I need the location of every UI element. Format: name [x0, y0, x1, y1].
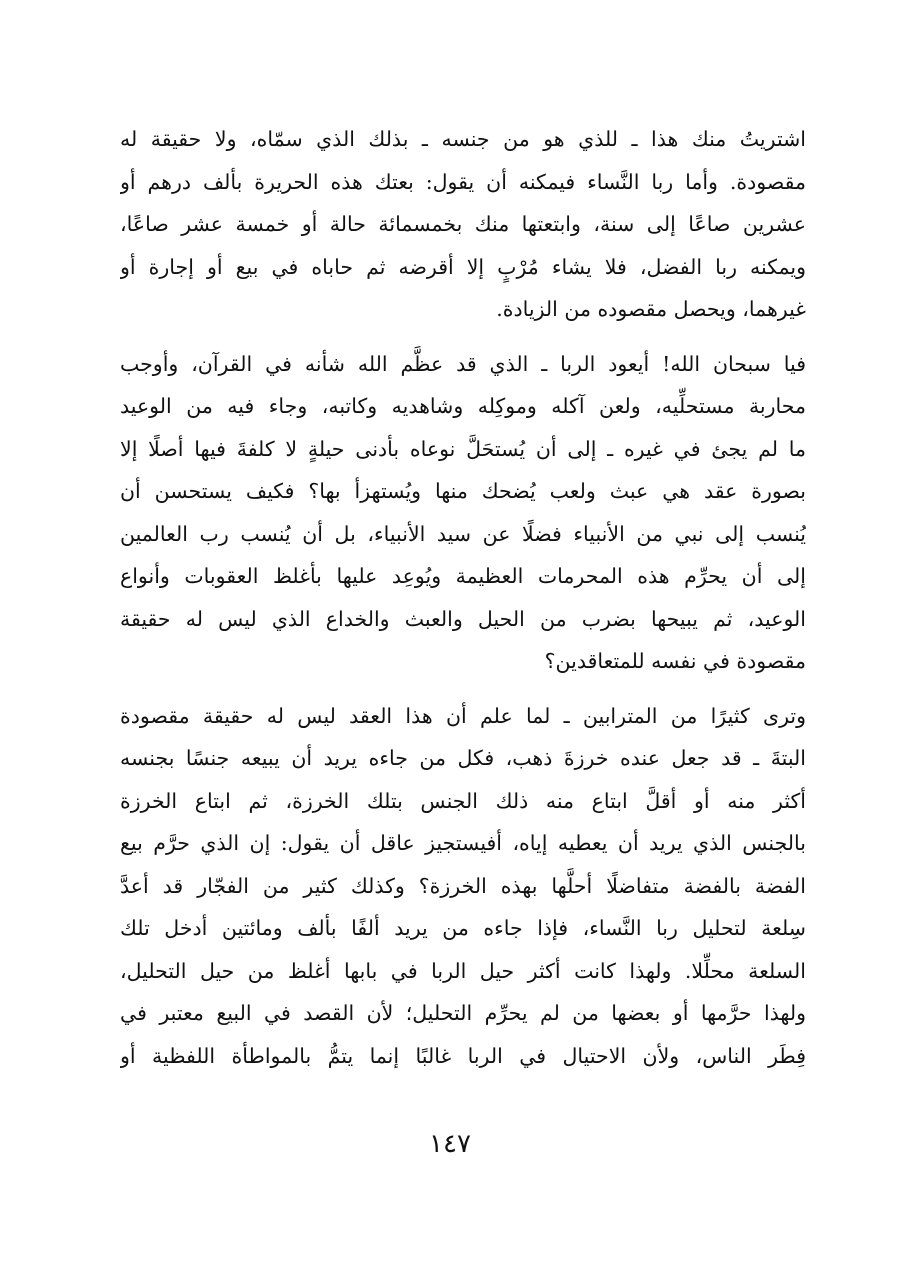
text-line: ما لم يجئ في غيره ـ إلى أن يُستحَلَّ نوعاه بأدنى حيلةٍ لا كلفةَ فيها أصلًا إلا [120, 436, 806, 461]
paragraph-1 [120, 118, 806, 331]
paragraph-3 [120, 695, 806, 1078]
text-line: بالجنس الذي يريد أن يعطيه إياه، أفيستجيز عاقل أن يقول: إن الذي حرَّم بيع [120, 831, 806, 855]
text-line: عشرين صاعًا إلى سنة، وابتعتها منك بخمسمائة حالة أو خمسة عشر صاعًا، [120, 212, 806, 236]
text-line: السلعة محلِّلا. ولهذا كانت أكثر حيل الربا في بابها أغلظ من حيل التحليل، [120, 958, 806, 983]
text-line: غيرهما، ويحصل مقصوده من الزيادة. [496, 297, 806, 321]
text-line: أكثر منه أو أقلَّ ابتاع منه ذلك الجنس بتلك الخرزة، ثم ابتاع الخرزة [120, 788, 806, 813]
text-line: مقصودة في نفسه للمتعاقدين؟ [544, 649, 806, 673]
text-line: الوعيد، ثم يبيحها بضرب من الحيل والعبث والخداع الذي ليس له حقيقة [120, 606, 806, 631]
text-line: البتةَ ـ قد جعل عنده خرزةَ ذهب، فكل من جاءه يريد أن يبيعه جنسًا بجنسه [120, 746, 806, 770]
text-line: ويمكنه ربا الفضل، فلا يشاء مُرْبٍ إلا أقرضه ثم حاباه في بيع أو إجارة أو [120, 254, 806, 279]
text-line: وترى كثيرًا من المترابين ـ لما علم أن هذا العقد ليس له حقيقة مقصودة [120, 703, 806, 728]
text-line: محاربة مستحلِّيه، ولعن آكله وموكِله وشاهديه وكاتبه، وجاء فيه من الوعيد [120, 394, 806, 418]
body-text [120, 118, 806, 1089]
text-line: إلى أن يحرِّم هذه المحرمات العظيمة ويُوعِد عليها بأغلظ العقوبات وأنواع [120, 564, 806, 588]
text-line: ولهذا حرَّمها أو بعضها من لم يحرِّم التحليل؛ لأن القصد في البيع معتبر في [120, 1001, 806, 1025]
text-line: اشتريتُ منك هذا ـ للذي هو من جنسه ـ بذلك الذي سمّاه، ولا حقيقة له [120, 127, 806, 151]
text-line: سِلعة لتحليل ربا النَّساء، فإذا جاءه من يريد ألفًا بألف ومائتين أدخل تلك [120, 916, 806, 940]
text-line: فيا سبحان الله! أيعود الربا ـ الذي قد عظَّم الله شأنه في القرآن، وأوجب [120, 351, 806, 376]
page-number: ١٤٧ [429, 1129, 471, 1159]
text-line: مقصودة. وأما ربا النَّساء فيمكنه أن يقول: بعتك هذه الحريرة بألف درهم أو [120, 169, 806, 194]
paragraph-2 [120, 343, 806, 683]
text-line: الفضة بالفضة متفاضلًا أحلَّها بهذه الخرزة؟ وكذلك كثير من الفجّار قد أعدَّ [120, 873, 806, 898]
text-line: بصورة عقد هي عبث ولعب يُضحك منها ويُستهزأ بها؟ فكيف يستحسن أن [120, 479, 806, 503]
text-line: فِطَر الناس، ولأن الاحتيال في الربا غالبًا إنما يتمُّ بالمواطأة اللفظية أو [120, 1043, 806, 1068]
text-line: يُنسب إلى نبي من الأنبياء فضلًا عن سيد الأنبياء، بل أن يُنسب رب العالمين [120, 521, 806, 546]
